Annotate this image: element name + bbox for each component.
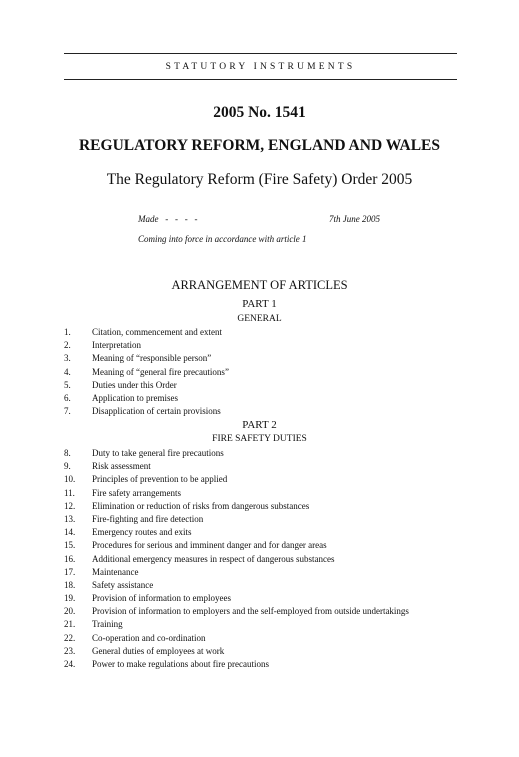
coming-into-force: Coming into force in accordance with article 1 xyxy=(138,234,307,244)
article-item xyxy=(64,352,229,365)
header-rule-top xyxy=(64,53,457,54)
article-item xyxy=(64,579,409,592)
made-date: 7th June 2005 xyxy=(329,214,380,224)
series-heading: STATUTORY INSTRUMENTS xyxy=(165,62,356,72)
article-title: Principles of prevention to be applied xyxy=(92,474,228,485)
article-item xyxy=(64,447,409,460)
article-number: 24. xyxy=(64,659,76,669)
article-item xyxy=(64,487,409,500)
article-item xyxy=(64,553,409,566)
part-1-article-list xyxy=(64,326,229,418)
order-title: The Regulatory Reform (Fire Safety) Order 2005 xyxy=(106,171,413,188)
article-title: Co-operation and co-ordination xyxy=(92,632,206,643)
article-number: 12. xyxy=(64,500,76,511)
article-title: Procedures for serious and imminent danger and for danger areas xyxy=(92,540,327,551)
article-item xyxy=(64,500,409,513)
instrument-number: 2005 No. 1541 xyxy=(213,104,306,121)
article-title: Elimination or reduction of risks from dangerous substances xyxy=(92,500,310,511)
article-title: Provision of information to employers and the self-employed from outside undertakings xyxy=(92,606,409,617)
article-number: 13. xyxy=(64,513,76,524)
article-number: 14. xyxy=(64,527,76,538)
article-title: Duties under this Order xyxy=(92,379,177,390)
header-rule-bottom xyxy=(64,79,457,80)
article-title: Duty to take general fire precautions xyxy=(92,448,224,458)
article-title: Meaning of “responsible person” xyxy=(92,353,212,364)
article-title: Meaning of “general fire precautions” xyxy=(92,366,229,377)
article-item xyxy=(64,392,229,405)
part-2-article-list xyxy=(64,447,409,671)
article-title: Provision of information to employees xyxy=(92,593,231,604)
part-2-title: FIRE SAFETY DUTIES xyxy=(212,434,307,444)
article-title: Power to make regulations about fire precautions xyxy=(92,659,269,669)
article-number: 19. xyxy=(64,593,76,604)
article-number: 18. xyxy=(64,579,76,590)
article-item xyxy=(64,473,409,486)
article-number: 4. xyxy=(64,366,71,377)
article-number: 7. xyxy=(64,406,71,417)
article-item xyxy=(64,539,409,552)
article-title: Risk assessment xyxy=(92,461,151,472)
article-number: 6. xyxy=(64,392,71,403)
part-2-label: PART 2 xyxy=(242,419,277,431)
article-number: 22. xyxy=(64,632,76,643)
article-number: 1. xyxy=(64,327,71,337)
part-1-title: GENERAL xyxy=(237,314,282,324)
article-item xyxy=(64,605,409,618)
article-title: Application to premises xyxy=(92,392,178,403)
article-number: 9. xyxy=(64,461,71,472)
article-number: 3. xyxy=(64,353,71,364)
article-title: Additional emergency measures in respect of dangerous substances xyxy=(92,553,335,564)
article-item xyxy=(64,658,409,671)
article-number: 21. xyxy=(64,619,76,630)
article-number: 17. xyxy=(64,566,76,577)
article-item xyxy=(64,592,409,605)
article-title: General duties of employees at work xyxy=(92,645,225,656)
article-title: Disapplication of certain provisions xyxy=(92,406,221,417)
article-item xyxy=(64,405,229,418)
article-item xyxy=(64,460,409,473)
subject-heading: REGULATORY REFORM, ENGLAND AND WALES xyxy=(78,137,441,154)
made-label: Made - - - - xyxy=(138,214,198,224)
article-title: Maintenance xyxy=(92,566,139,577)
article-number: 16. xyxy=(64,553,76,564)
article-item xyxy=(64,339,229,352)
arrangement-heading: ARRANGEMENT OF ARTICLES xyxy=(171,278,348,292)
article-title: Interpretation xyxy=(92,340,141,351)
article-item xyxy=(64,632,409,645)
article-item xyxy=(64,618,409,631)
article-item xyxy=(64,566,409,579)
article-number: 15. xyxy=(64,540,76,551)
article-item xyxy=(64,526,409,539)
article-number: 8. xyxy=(64,448,71,458)
article-number: 11. xyxy=(64,487,75,498)
article-number: 20. xyxy=(64,606,76,617)
article-item xyxy=(64,513,409,526)
article-title: Safety assistance xyxy=(92,579,154,590)
article-item xyxy=(64,379,229,392)
article-item xyxy=(64,366,229,379)
article-title: Training xyxy=(92,619,123,630)
article-title: Emergency routes and exits xyxy=(92,527,192,538)
article-number: 10. xyxy=(64,474,76,485)
article-item xyxy=(64,645,409,658)
article-number: 23. xyxy=(64,645,76,656)
article-title: Citation, commencement and extent xyxy=(92,327,222,337)
part-1-label: PART 1 xyxy=(242,298,277,310)
article-title: Fire-fighting and fire detection xyxy=(92,513,204,524)
article-number: 5. xyxy=(64,379,71,390)
article-title: Fire safety arrangements xyxy=(92,487,181,498)
article-item xyxy=(64,326,229,339)
article-number: 2. xyxy=(64,340,71,351)
